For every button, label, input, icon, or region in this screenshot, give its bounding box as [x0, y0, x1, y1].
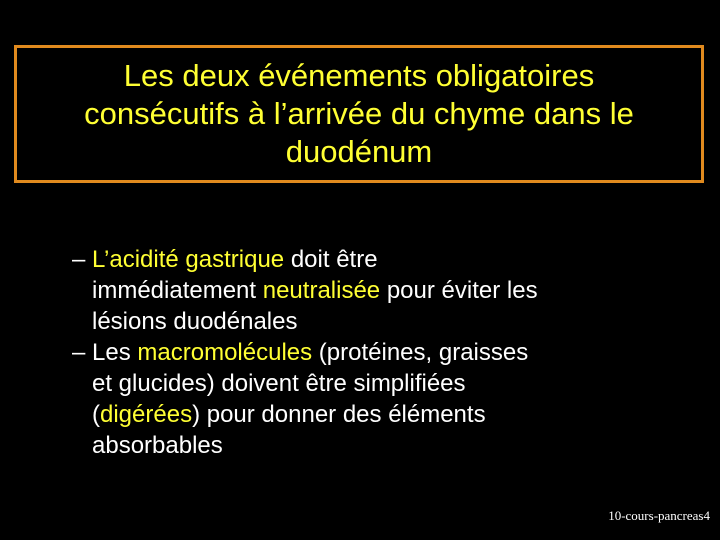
bullet-2-text-0: Les — [92, 339, 138, 366]
bullet-item-macromolecules — [72, 337, 692, 461]
bullet-dash: – — [72, 339, 93, 366]
bullet-1-line-1 — [72, 244, 692, 275]
bullet-2-line-3 — [72, 399, 692, 430]
highlight-digerees: digérées — [100, 401, 193, 428]
slide-footer: 10-cours-pancreas4 — [608, 508, 710, 523]
bullet-2-text-3b: ) pour donner des éléments — [192, 401, 486, 428]
bullet-1-line-2 — [72, 275, 692, 306]
bullet-1-text-2b: pour éviter les — [380, 277, 538, 304]
highlight-neutralisee: neutralisée — [262, 277, 381, 304]
bullet-item-acidity — [72, 244, 692, 337]
bullet-2-line-2: et glucides) doivent être simplifiées — [92, 370, 466, 397]
highlight-macromolecules: macromolécules — [137, 339, 313, 366]
bullet-2-line-1 — [72, 337, 692, 368]
slide-title-line-3: duodénum — [285, 134, 433, 169]
bullet-1-text: doit être — [284, 246, 378, 273]
highlight-acidite-gastrique: L’acidité gastrique — [92, 246, 285, 273]
bullet-1-text-2a: immédiatement — [92, 277, 263, 304]
slide-title-box — [14, 45, 704, 183]
slide-title-line-1: Les deux événements obligatoires — [123, 58, 595, 93]
bullet-2-text-3a: ( — [92, 401, 100, 428]
bullet-list — [72, 244, 692, 461]
bullet-2-text-1: (protéines, graisses — [312, 339, 529, 366]
bullet-2-line-4: absorbables — [92, 432, 223, 459]
bullet-dash: – — [72, 246, 93, 273]
slide-title-line-2: consécutifs à l’arrivée du chyme dans le — [84, 96, 634, 131]
bullet-1-line-3: lésions duodénales — [92, 308, 298, 335]
